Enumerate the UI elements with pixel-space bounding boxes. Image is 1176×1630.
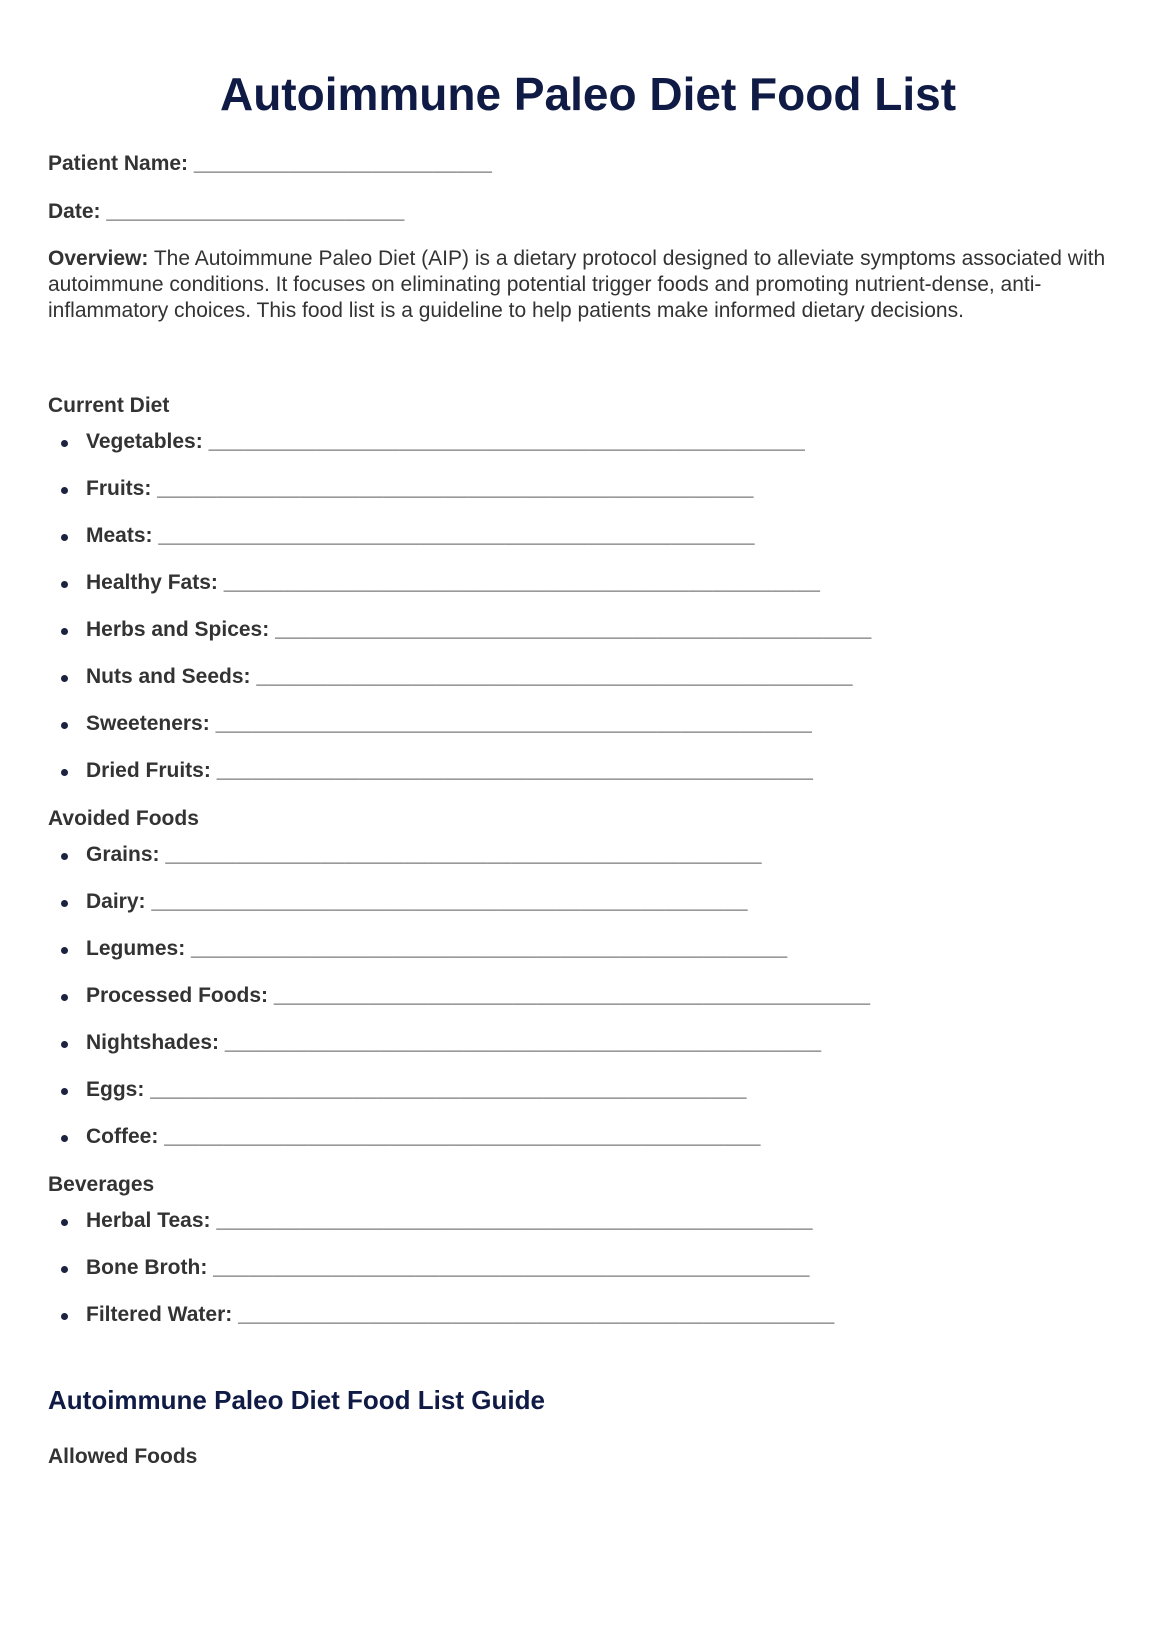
item-blank[interactable]: __________________________________________________	[213, 1256, 810, 1279]
bullet-icon	[61, 1088, 68, 1095]
list-item	[48, 757, 1128, 785]
item-label: Eggs:	[86, 1078, 145, 1101]
item-blank[interactable]: __________________________________________________	[150, 1078, 747, 1101]
bullet-icon	[61, 1266, 68, 1273]
date-label: Date:	[48, 200, 101, 223]
list-item	[48, 935, 1128, 963]
list-item	[48, 1207, 1128, 1235]
item-label: Vegetables:	[86, 430, 203, 453]
item-label: Processed Foods:	[86, 984, 269, 1007]
avoided-foods-list	[48, 841, 1128, 1151]
bullet-icon	[61, 534, 68, 541]
list-item	[48, 982, 1128, 1010]
bullet-icon	[61, 769, 68, 776]
list-item	[48, 616, 1128, 644]
item-blank[interactable]: __________________________________________________	[165, 843, 762, 866]
bullet-icon	[61, 994, 68, 1001]
item-blank[interactable]: __________________________________________________	[275, 618, 872, 641]
list-item	[48, 663, 1128, 691]
bullet-icon	[61, 853, 68, 860]
bullet-icon	[61, 1135, 68, 1142]
section-heading-beverages: Beverages	[48, 1173, 155, 1196]
list-item	[48, 475, 1128, 503]
patient-name-field	[48, 150, 1128, 178]
item-blank[interactable]: __________________________________________________	[216, 1209, 813, 1232]
guide-heading: Autoimmune Paleo Diet Food List Guide	[48, 1385, 545, 1415]
item-blank[interactable]: __________________________________________________	[158, 524, 755, 547]
item-label: Fruits:	[86, 477, 152, 500]
current-diet-list	[48, 428, 1128, 785]
date-field	[48, 198, 1128, 226]
bullet-icon	[61, 487, 68, 494]
list-item	[48, 1123, 1128, 1151]
item-label: Grains:	[86, 843, 160, 866]
bullet-icon	[61, 1219, 68, 1226]
item-label: Meats:	[86, 524, 153, 547]
list-item	[48, 1029, 1128, 1057]
patient-name-blank[interactable]: _________________________	[193, 152, 493, 175]
item-label: Herbal Teas:	[86, 1209, 211, 1232]
item-label: Herbs and Spices:	[86, 618, 270, 641]
section-heading-avoided-foods: Avoided Foods	[48, 807, 199, 830]
item-label: Filtered Water:	[86, 1303, 233, 1326]
item-blank[interactable]: __________________________________________________	[215, 712, 813, 735]
item-label: Nightshades:	[86, 1031, 220, 1054]
overview-label: Overview:	[48, 247, 149, 270]
item-blank[interactable]: __________________________________________________	[216, 759, 814, 782]
list-item	[48, 522, 1128, 550]
bullet-icon	[61, 1313, 68, 1320]
item-label: Sweeteners:	[86, 712, 210, 735]
bullet-icon	[61, 581, 68, 588]
item-blank[interactable]: __________________________________________________	[157, 477, 754, 500]
patient-name-label: Patient Name:	[48, 152, 189, 175]
item-label: Bone Broth:	[86, 1256, 208, 1279]
list-item	[48, 841, 1128, 869]
bullet-icon	[61, 628, 68, 635]
bullet-icon	[61, 1041, 68, 1048]
item-blank[interactable]: __________________________________________________	[191, 937, 788, 960]
bullet-icon	[61, 722, 68, 729]
bullet-icon	[61, 440, 68, 447]
overview-text: The Autoimmune Paleo Diet (AIP) is a dietary protocol designed to alleviate symptoms associated with autoimmune conditions. It focuses on eliminating potential trigger foods and promoting nutrient-dense, anti-inflammatory choices. This food list is a guideline to help patients make informed dietary decisions.	[48, 247, 1106, 322]
item-label: Nuts and Seeds:	[86, 665, 251, 688]
item-label: Coffee:	[86, 1125, 159, 1148]
list-item	[48, 710, 1128, 738]
item-blank[interactable]: __________________________________________________	[208, 430, 806, 453]
list-item	[48, 1254, 1128, 1282]
item-blank[interactable]: __________________________________________________	[273, 984, 871, 1007]
date-blank[interactable]: _________________________	[106, 200, 405, 223]
bullet-icon	[61, 900, 68, 907]
item-blank[interactable]: __________________________________________________	[224, 1031, 822, 1054]
item-label: Healthy Fats:	[86, 571, 218, 594]
overview-paragraph	[48, 246, 1128, 324]
bullet-icon	[61, 675, 68, 682]
item-blank[interactable]: __________________________________________________	[223, 571, 821, 594]
item-label: Legumes:	[86, 937, 186, 960]
item-blank[interactable]: __________________________________________________	[151, 890, 748, 913]
list-item	[48, 1301, 1128, 1329]
beverages-list	[48, 1207, 1128, 1329]
page-title: Autoimmune Paleo Diet Food List	[219, 68, 957, 120]
section-heading-current-diet: Current Diet	[48, 394, 170, 417]
item-label: Dried Fruits:	[86, 759, 211, 782]
bullet-icon	[61, 947, 68, 954]
list-item	[48, 569, 1128, 597]
item-label: Dairy:	[86, 890, 146, 913]
list-item	[48, 1076, 1128, 1104]
item-blank[interactable]: __________________________________________________	[256, 665, 853, 688]
item-blank[interactable]: __________________________________________________	[164, 1125, 761, 1148]
list-item	[48, 428, 1128, 456]
allowed-foods-heading: Allowed Foods	[48, 1445, 198, 1468]
item-blank[interactable]: __________________________________________________	[238, 1303, 835, 1326]
list-item	[48, 888, 1128, 916]
